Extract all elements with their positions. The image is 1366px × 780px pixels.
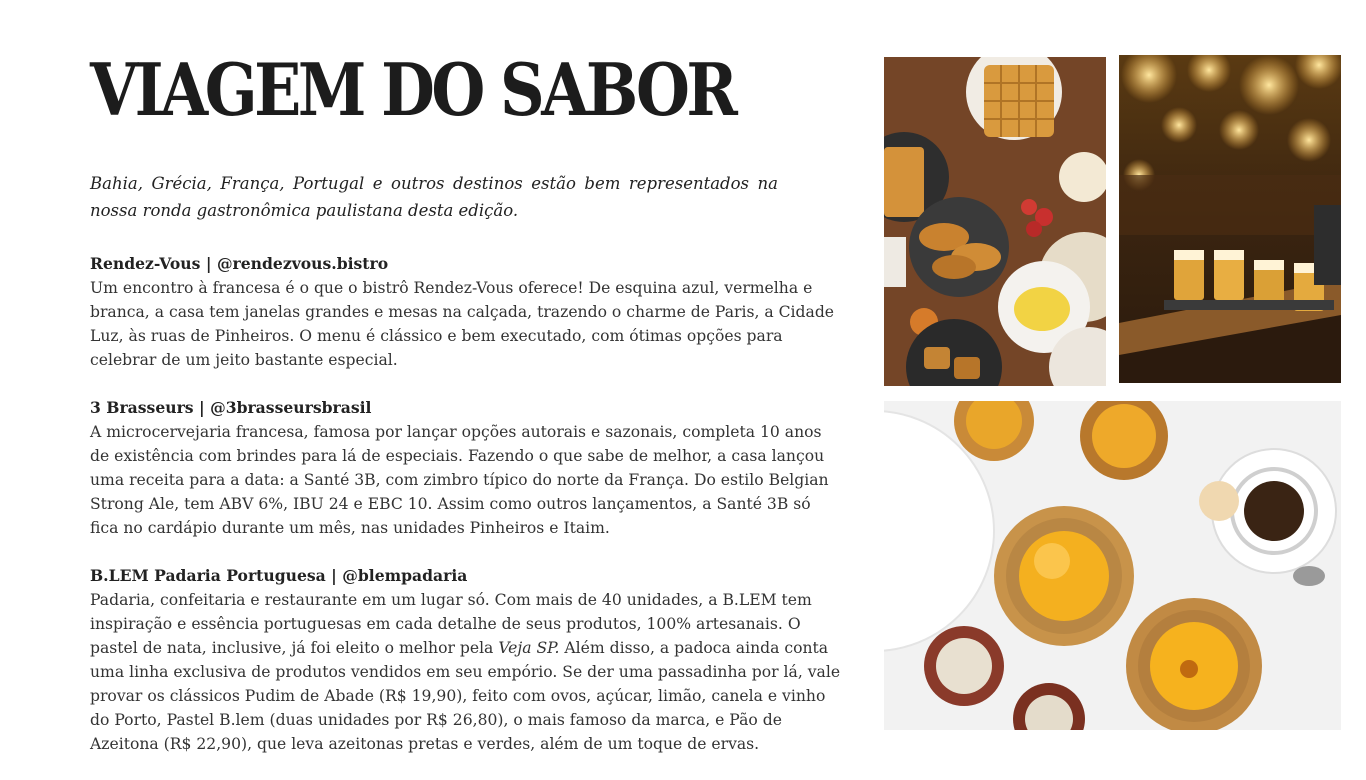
entry-3-brasseurs [90,396,842,540]
entry-title: B.LEM Padaria Portuguesa | @blempadaria [90,566,468,585]
pastry-photo [884,401,1341,730]
entry-rendez-vous [90,252,842,372]
entry-blem [90,564,842,756]
entry-text-part: Padaria, confeitaria e restaurante em um lugar só. Com mais de 40 unidades, a B.LEM tem inspiração e essência portuguesas em cada detalhe de seus produtos, 100% artesanais. O pastel de nata, inclusive, já foi eleito o melhor pela [90,591,812,657]
entry-text-part: Além disso, a padoca ainda conta uma linha exclusiva de produtos vendidos em seu empório. Se der uma passadinha por lá, vale provar os clássicos Pudim de Abade (R$ 19,90), feito com ovos, açúcar, limão, canela e vinho do Porto, Pastel B.lem (duas unidades por R$ 26,80), o mais famoso da marca, e Pão de Azeitona (R$ 22,90), que leva azeitonas pretas e verdes, além de um toque de ervas. [90,639,841,753]
entry-title: 3 Brasseurs | @3brasseursbrasil [90,398,372,417]
entry-text: Um encontro à francesa é o que o bistrô Rendez-Vous oferece! De esquina azul, vermelha e branca, a casa tem janelas grandes e mesas na calçada, trazendo o charme de Paris, a Cidade Luz, às ruas de Pinheiros. O menu é clássico e bem executado, com ótimas opções para celebrar de um jeito bastante especial. [90,279,835,369]
entry-text [90,588,842,756]
page-title: VIAGEM DO SABOR [90,47,735,132]
article-entries [90,252,842,780]
entry-text-emphasis: Veja SP. [498,639,560,657]
entry-title: Rendez-Vous | @rendezvous.bistro [90,254,389,273]
article-subtitle: Bahia, Grécia, França, Portugal e outros destinos estão bem representados na nossa ronda gastronômica paulistana desta edição. [90,174,778,220]
entry-text: A microcervejaria francesa, famosa por lançar opções autorais e sazonais, completa 10 anos de existência com brindes para lá de especiais. Fazendo o que sabe de melhor, a casa lançou uma receita para a data: a Santé 3B, com zimbro típico do norte da França. Do estilo Belgian Strong Ale, tem ABV 6%, IBU 24 e EBC 10. Assim como outros lançamentos, a Santé 3B só fica no cardápio durante um mês, nas unidades Pinheiros e Itaim. [90,423,829,537]
beer-bar-photo [1119,55,1341,383]
brunch-photo [884,57,1106,386]
